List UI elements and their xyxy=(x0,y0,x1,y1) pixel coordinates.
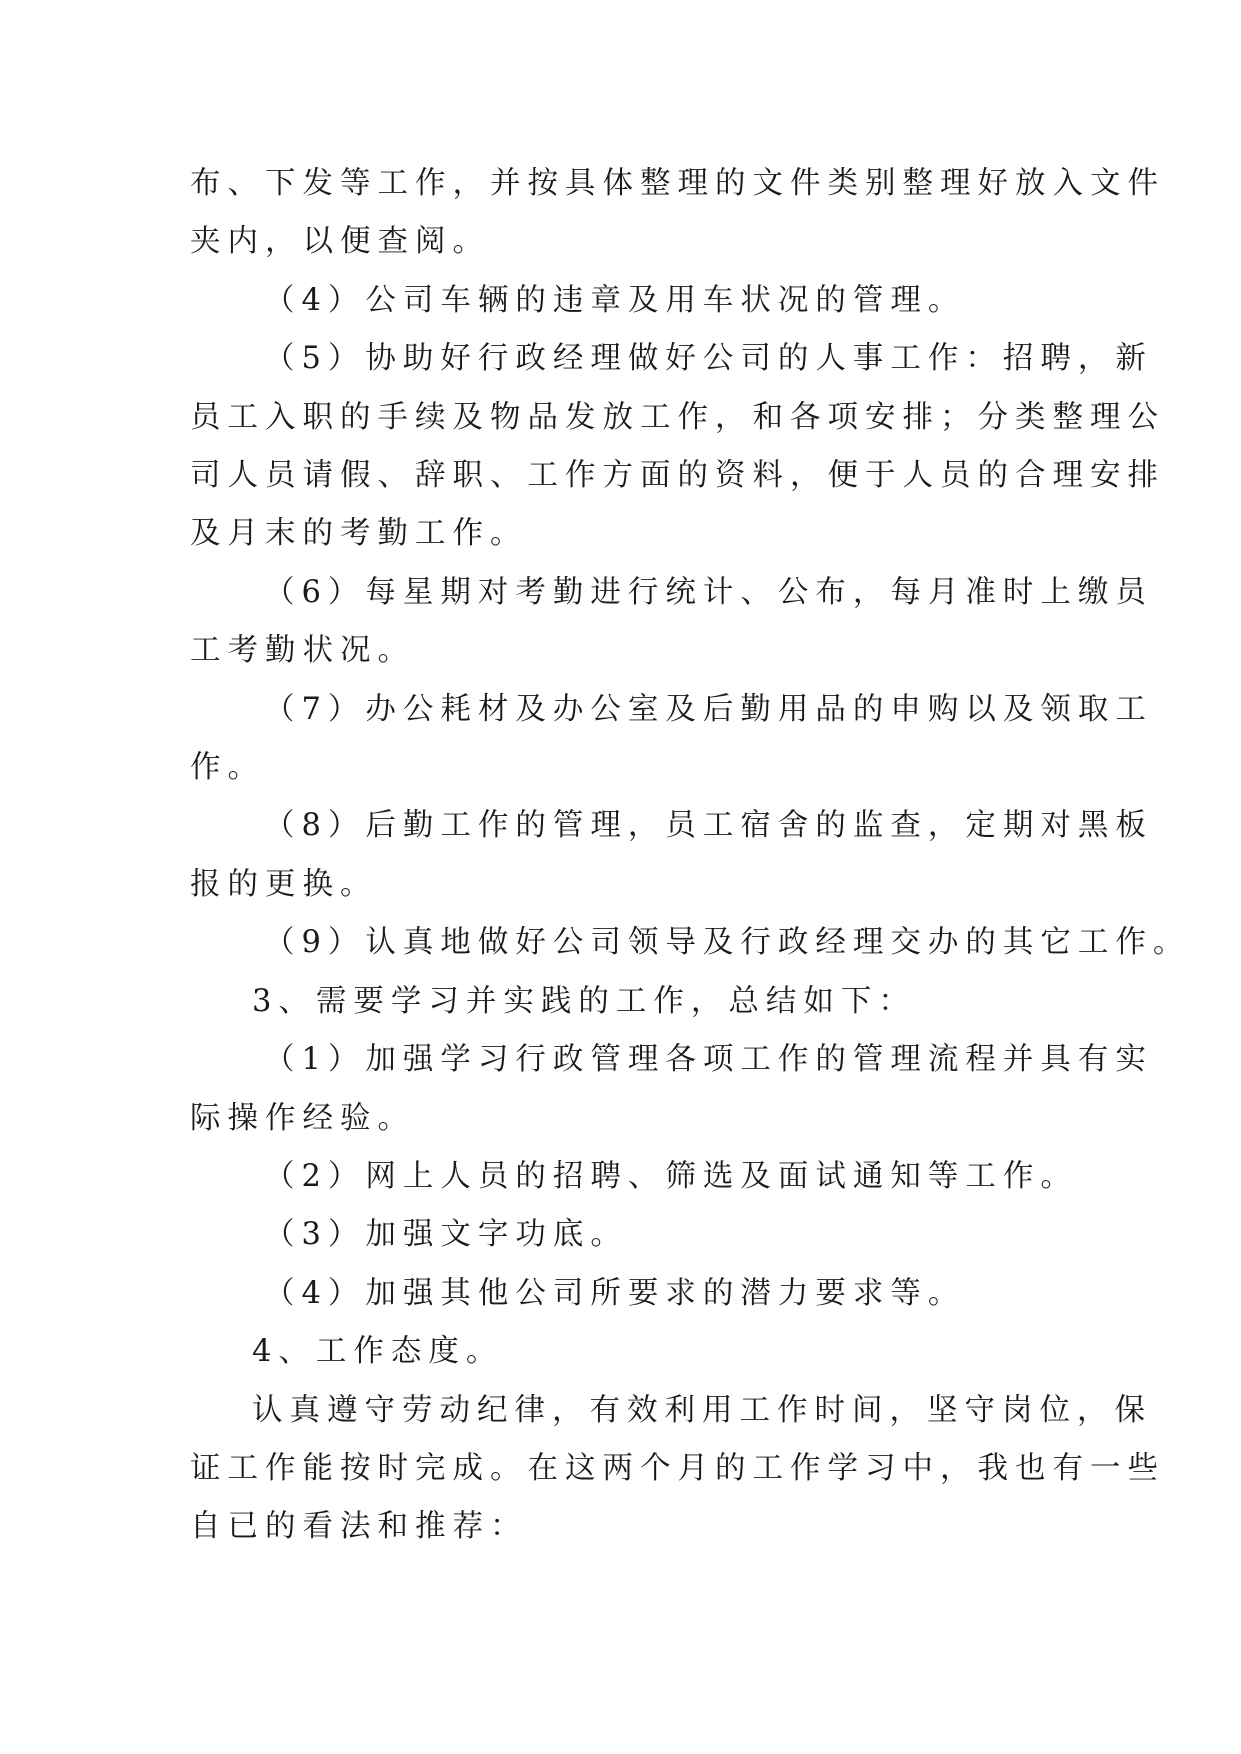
list-item-line: （6）每星期对考勤进行统计、公布，每月准时上缴员 xyxy=(264,574,1153,610)
paragraph-line: 司人员请假、辞职、工作方面的资料，便于人员的合理安排 xyxy=(190,458,1165,494)
paragraph-line: 作。 xyxy=(190,750,265,786)
document-body xyxy=(190,155,1191,1557)
paragraph-line: 及月末的考勤工作。 xyxy=(190,516,528,552)
list-item-line: （5）协助好行政经理做好公司的人事工作：招聘，新 xyxy=(264,341,1153,377)
paragraph-line: 布、下发等工作，并按具体整理的文件类别整理好放入文件 xyxy=(190,166,1165,201)
list-item-line: （4）加强其他公司所要求的潜力要求等。 xyxy=(264,1275,966,1311)
paragraph-line: 认真遵守劳动纪律，有效利用工作时间，坚守岗位，保 xyxy=(252,1392,1152,1428)
paragraph-line: 自已的看法和推荐： xyxy=(190,1509,528,1545)
paragraph-line: 证工作能按时完成。在这两个月的工作学习中，我也有一些 xyxy=(190,1450,1165,1486)
paragraph-line: 际操作经验。 xyxy=(190,1100,415,1136)
list-item-line: （2）网上人员的招聘、筛选及面试通知等工作。 xyxy=(264,1158,1078,1194)
list-item-line: （7）办公耗材及办公室及后勤用品的申购以及领取工 xyxy=(264,691,1153,727)
paragraph-line: 夹内，以便查阅。 xyxy=(190,224,490,260)
list-item-line: （9）认真地做好公司领导及行政经理交办的其它工作。 xyxy=(264,925,1191,961)
paragraph-line: 工考勤状况。 xyxy=(190,633,415,669)
paragraph-line: 员工入职的手续及物品发放工作，和各项安排；分类整理公 xyxy=(190,399,1165,435)
list-item-line: （1）加强学习行政管理各项工作的管理流程并具有实 xyxy=(264,1042,1153,1078)
list-item-line: （4）公司车辆的违章及用车状况的管理。 xyxy=(264,282,966,318)
list-item-line: （8）后勤工作的管理，员工宿舍的监查，定期对黑板 xyxy=(264,808,1153,844)
paragraph-line: 报的更换。 xyxy=(190,866,378,902)
list-item-line: （3）加强文字功底。 xyxy=(264,1217,628,1253)
section-heading: 3、需要学习并实践的工作，总结如下： xyxy=(252,983,916,1019)
section-heading: 4、工作态度。 xyxy=(252,1334,504,1370)
